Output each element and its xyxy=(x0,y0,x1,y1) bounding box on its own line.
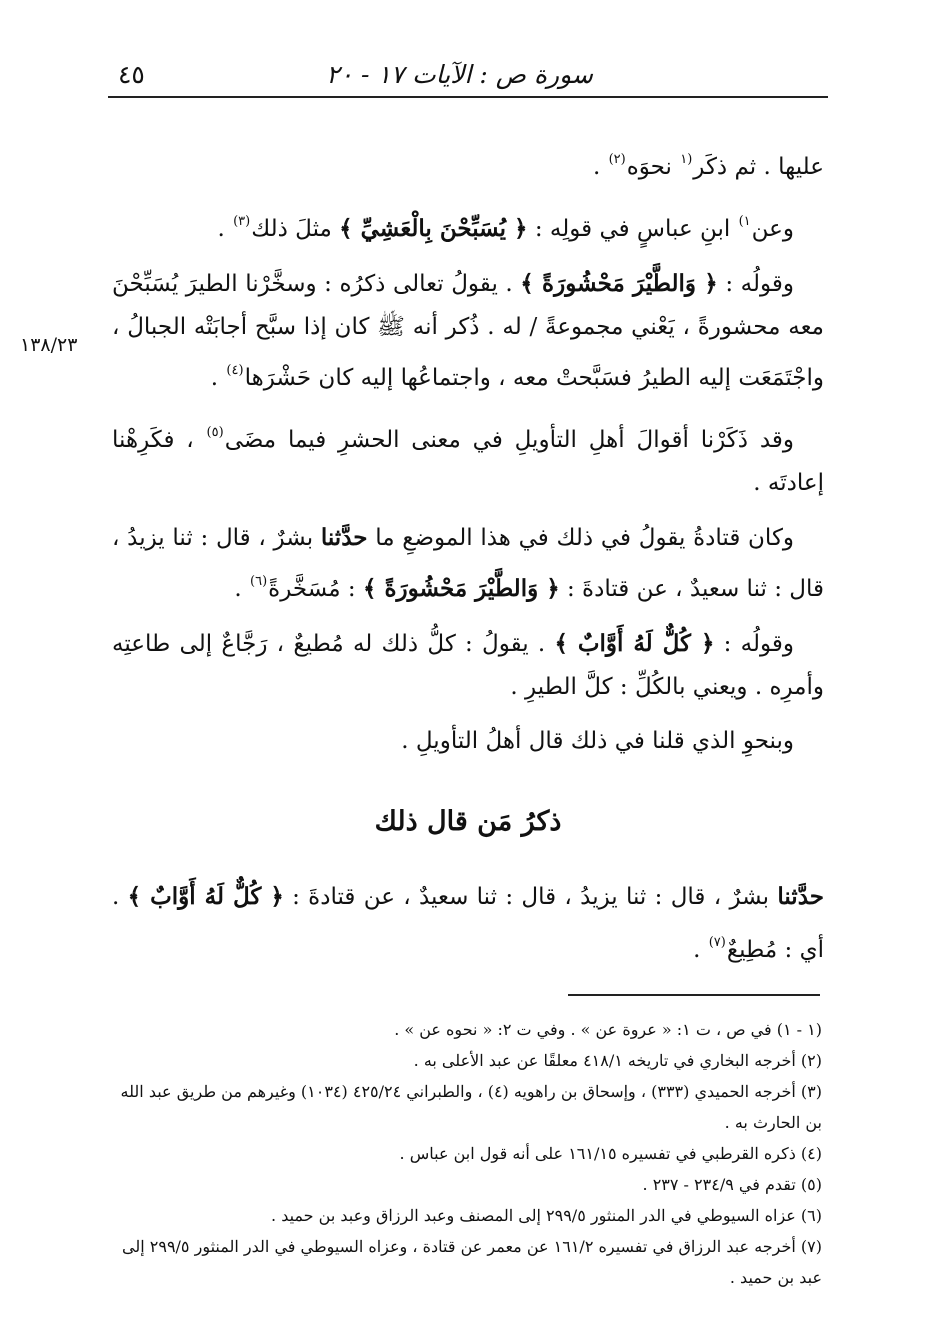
paragraph-4 xyxy=(112,411,824,505)
paragraph-5 xyxy=(112,516,824,611)
footnote-divider xyxy=(568,994,820,996)
main-text xyxy=(112,138,824,774)
section-heading: ذكرُ مَن قال ذلك xyxy=(374,806,562,837)
quran-quote: ﴿ كُلٌّ لَهُ أَوَّابٌ ﴾ xyxy=(127,883,284,910)
footnote-marker: (٤) xyxy=(226,363,244,378)
text-span: نحوَه xyxy=(626,154,680,180)
footnote-marker: (٢) xyxy=(608,152,626,167)
text-span: . xyxy=(210,365,226,391)
footnote-1: (١ - ١) في ص ، ت ١: « عروة عن » . وفي ت ٢: « نحوه عن » . xyxy=(394,1020,822,1039)
text-span: . xyxy=(693,937,708,963)
footnote-4: (٤) ذكره القرطبي في تفسيره ١٦١/١٥ على أنه قول ابن عباس . xyxy=(399,1144,822,1163)
header-title: سورة ص : الآيات ١٧ - ٢٠ xyxy=(326,60,593,89)
text-span: مثلَ ذلك xyxy=(251,216,340,242)
text-span: . يقولُ تعالى ذكرُه : وسخَّرْنا الطيرَ يُسَبِّحْنَ معه محشورةً ، يَعْني مجموعةً / له . ذُكر أنه ﷺ كان إذا سبَّح أجابَتْه الجبالُ ، واجْتَمَعَت إليه الطيرُ فسَبَّحتْ معه ، واجتماعُها إليه كان حَشْرَها xyxy=(112,271,824,391)
text-span: وقولُه : xyxy=(714,631,794,657)
text-span: . xyxy=(592,154,608,180)
paragraph-3 xyxy=(112,262,824,400)
hadith-keyword: حدَّثنا xyxy=(777,883,824,910)
text-span: . xyxy=(234,576,250,602)
text-span: وعن xyxy=(751,216,794,242)
footnote-3: (٣) أخرجه الحميدي (٣٣٣) ، وإسحاق بن راهويه (٤) ، والطبراني ٤٢٥/٢٤ (١٠٣٤) وغيرهم من طريق عبد الله بن الحارث به . xyxy=(120,1082,822,1132)
paragraph-1 xyxy=(112,138,824,189)
text-span: . xyxy=(217,216,233,242)
footnote-marker: ١) xyxy=(738,214,751,229)
footnote-5: (٥) تقدم في ٢٣٤/٩ - ٢٣٧ . xyxy=(642,1175,822,1194)
text-span: وقولُه : xyxy=(717,271,794,297)
paragraph-7 xyxy=(112,720,824,763)
footnotes xyxy=(108,1014,822,1293)
text-span: وقد ذَكَرْنا أقوالَ أهلِ التأويلِ في معنى الحشرِ فيما مضَى xyxy=(224,427,794,453)
text-span: وكان قتادةُ يقولُ في ذلك في هذا الموضعِ ما xyxy=(367,525,794,551)
paragraph-6 xyxy=(112,622,824,709)
text-span: وبنحوِ الذي قلنا في ذلك قال أهلُ التأويلِ . xyxy=(401,728,794,754)
text-span: بشرٌ ، قال : ثنا يزيدُ ، قال : ثنا سعيدٌ ، عن قتادةَ : xyxy=(283,884,778,910)
footnote-6: (٦) عزاه السيوطي في الدر المنثور ٢٩٩/٥ إلى المصنف وعبد الرزاق وعبد بن حميد . xyxy=(271,1206,822,1225)
text-span: ، فكَرِهْنا إعادتَه . xyxy=(112,427,824,496)
footnote-marker: (١ xyxy=(680,152,693,167)
text-span: عليها . ثم ذكَر xyxy=(693,154,824,180)
paragraph-2 xyxy=(112,200,824,251)
page-number: ٤٥ xyxy=(118,60,145,89)
text-span: . أي : مُطِيعٌ xyxy=(112,884,824,963)
margin-reference: ١٣٨/٢٣ xyxy=(20,334,78,356)
text-span: : مُسَخَّرةً xyxy=(268,576,363,602)
text-span: ابنِ عباسٍ في قولِه : xyxy=(527,216,738,242)
quran-quote: ﴿ يُسَبِّحْنَ بِالْعَشِيِّ ﴾ xyxy=(339,215,528,242)
footnote-marker: (٥) xyxy=(206,425,224,440)
footnote-7: (٧) أخرجه عبد الرزاق في تفسيره ١٦١/٢ عن معمر عن قتادة ، وعزاه السيوطي في الدر المنثور ٢٩٩/٥ إلى عبد بن حميد . xyxy=(122,1237,822,1287)
hadith-keyword: حدَّثنا xyxy=(320,524,368,551)
running-header xyxy=(108,56,828,98)
footnote-marker: (٧) xyxy=(708,935,726,950)
section-text xyxy=(112,874,824,973)
footnote-marker: (٣) xyxy=(233,214,251,229)
quran-quote: ﴿ وَالطَّيْرَ مَحْشُورَةً ﴾ xyxy=(362,575,560,602)
quran-quote: ﴿ كُلٌّ لَهُ أَوَّابٌ ﴾ xyxy=(554,630,715,657)
quran-quote: ﴿ وَالطَّيْرَ مَحْشُورَةً ﴾ xyxy=(520,270,718,297)
text-span: . يقولُ : كلُّ ذلك له مُطيعٌ ، رَجَّاعٌ إلى طاعتِه وأمرِه . ويعني بالكُلِّ : كلَّ الطيرِ . xyxy=(112,631,824,700)
footnote-2: (٢) أخرجه البخاري في تاريخه ٤١٨/١ معلقًا عن عبد الأعلى به . xyxy=(413,1051,822,1070)
paragraph-8 xyxy=(112,874,824,973)
text-span: بشرٌ ، قال : ثنا يزيدُ ، قال : ثنا سعيدٌ ، عن قتادةَ : xyxy=(112,525,824,602)
footnote-marker: (٦) xyxy=(250,574,268,589)
